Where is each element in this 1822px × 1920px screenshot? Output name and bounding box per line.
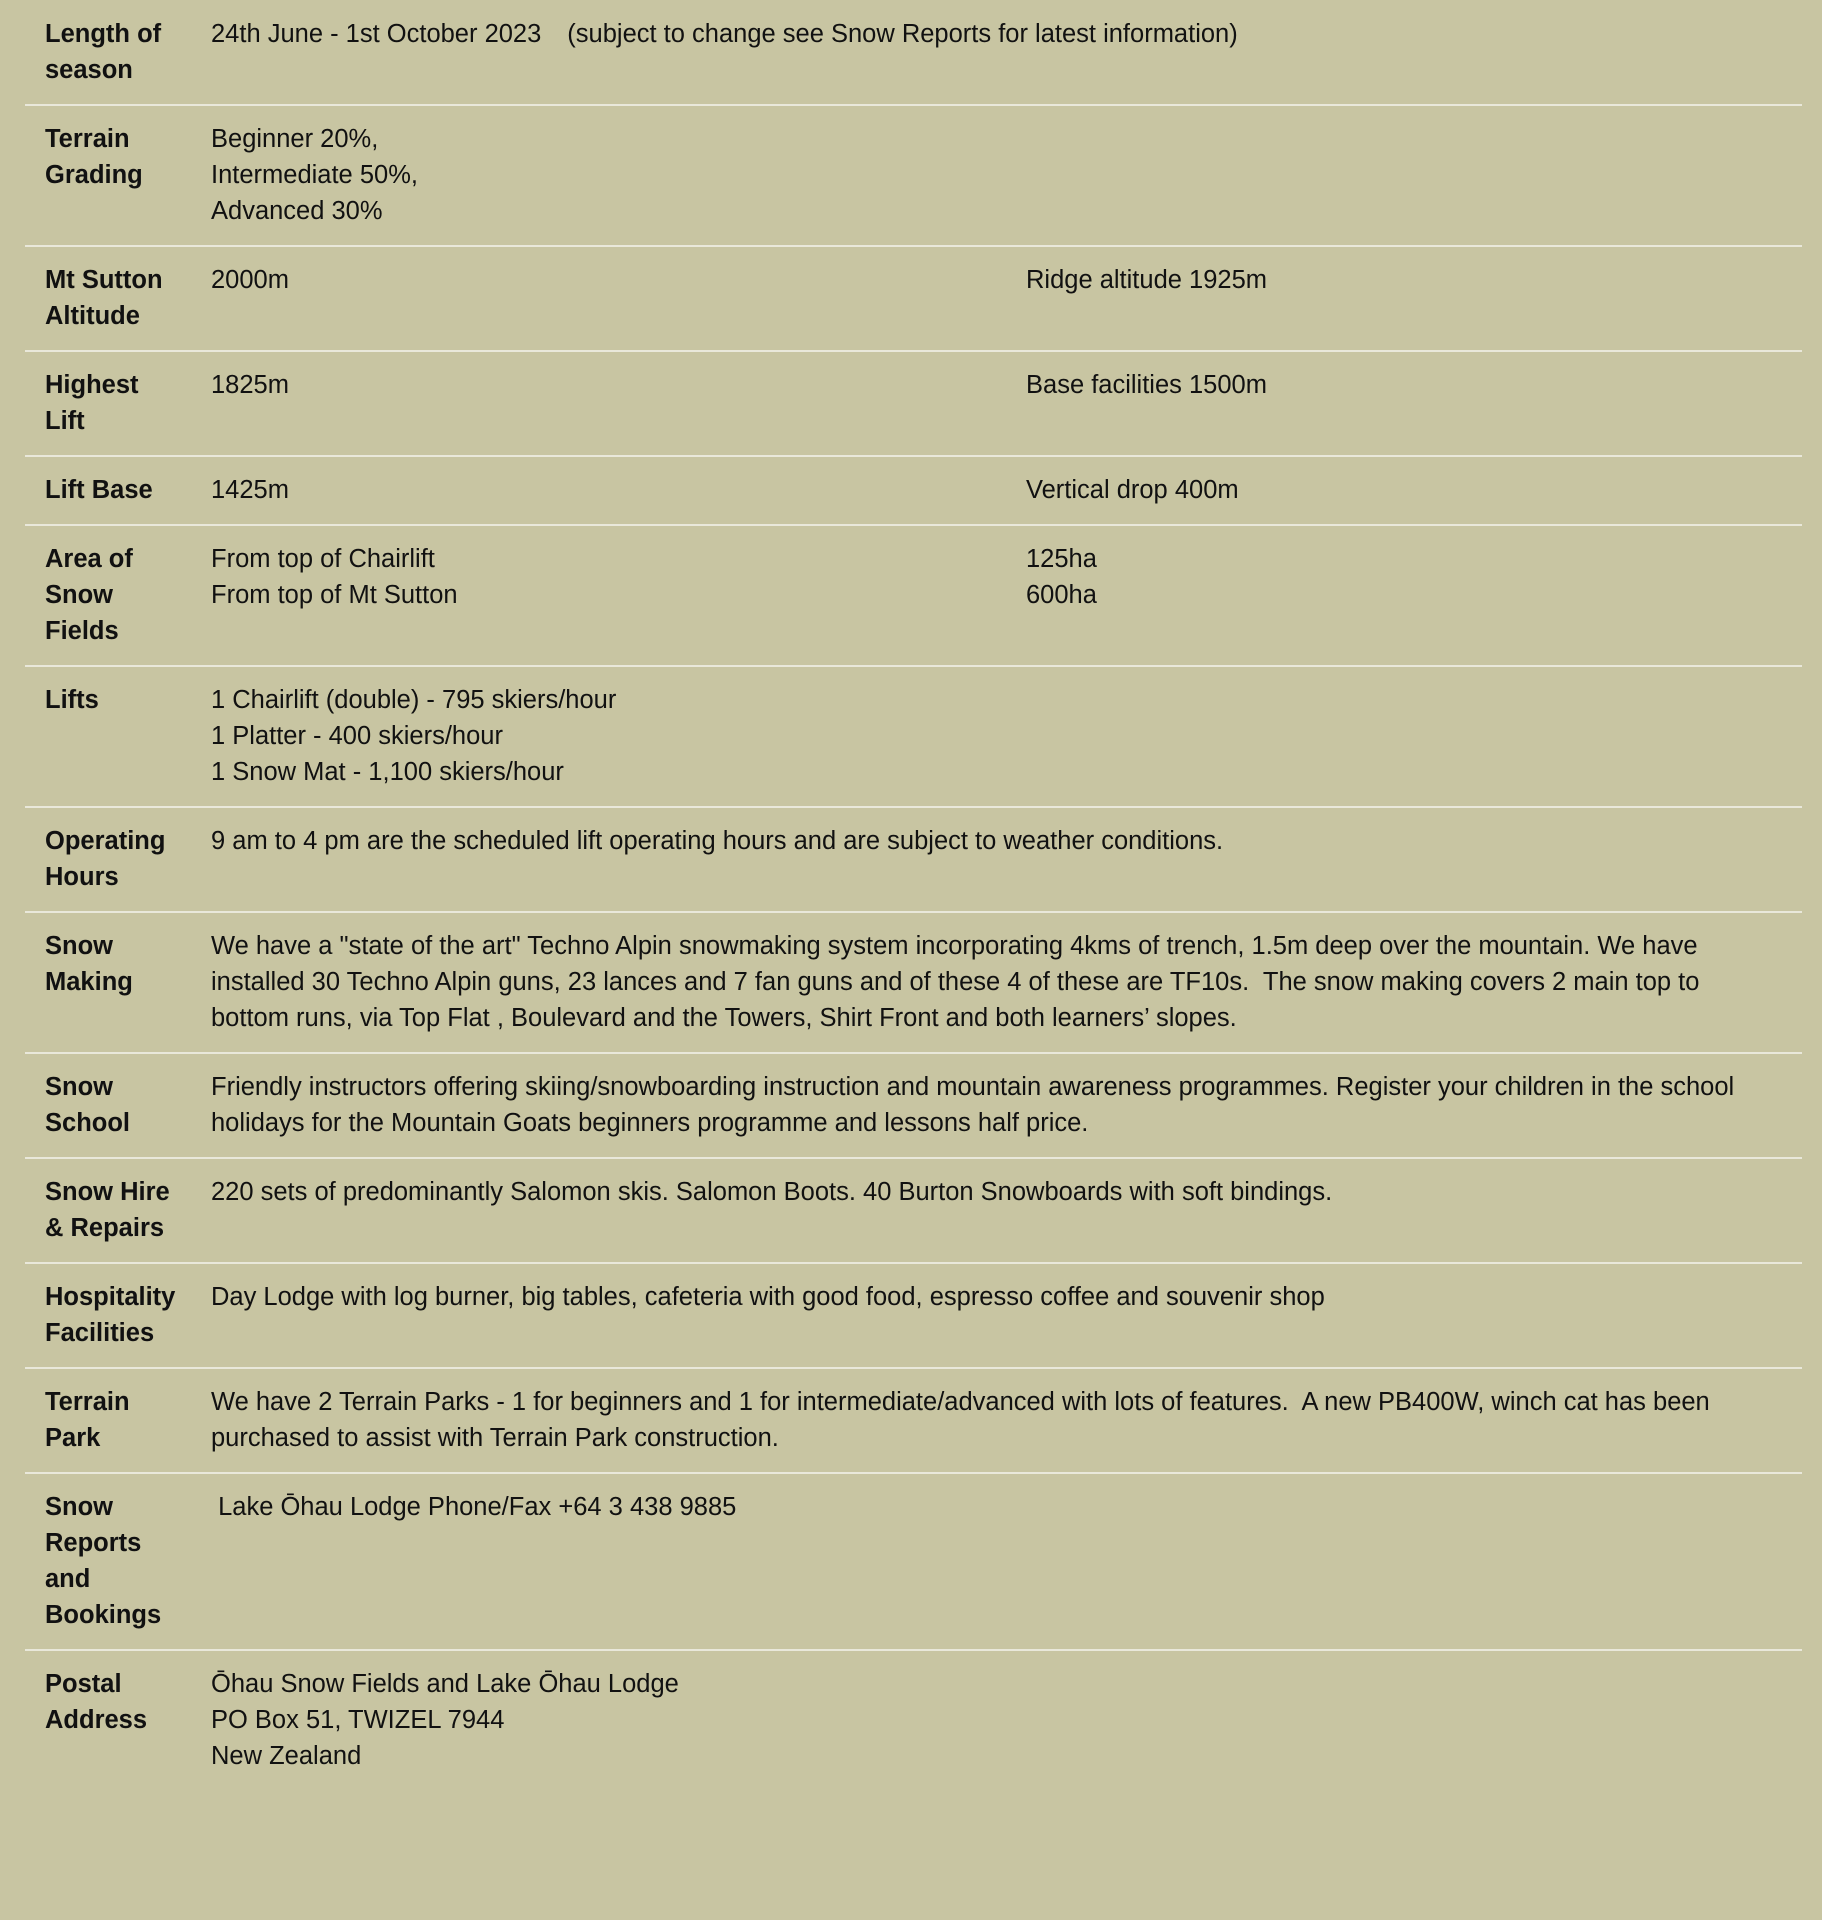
postal-value: [211, 1650, 1802, 1790]
season-value: [211, 0, 1802, 105]
lift-platter: 1 Platter - 400 skiers/hour: [211, 722, 503, 750]
terrain-grading-value: [211, 105, 1802, 246]
lifts-value: [211, 666, 1802, 807]
grading-advanced: Advanced 30%: [211, 197, 383, 225]
snow-making-row: [25, 912, 1802, 1053]
grading-intermediate: Intermediate 50%,: [211, 161, 418, 189]
vertical-drop: Vertical drop 400m: [1026, 476, 1239, 504]
reports-value: Lake Ōhau Lodge Phone/Fax +64 3 438 9885: [211, 1493, 737, 1521]
postal-line-2: PO Box 51, TWIZEL 7944: [211, 1706, 505, 1734]
area-from-chairlift: From top of Chairlift: [211, 545, 435, 573]
snow-making-label: Snow Making: [45, 932, 133, 996]
lift-base-value: 1425m: [211, 476, 289, 504]
area-chairlift-ha: 125ha: [1026, 545, 1097, 573]
hospitality-value: Day Lodge with log burner, big tables, cafeteria with good food, espresso coffee and souvenir shop: [211, 1283, 1325, 1311]
snow-school-label: Snow School: [45, 1073, 131, 1137]
terrain-grading-row: [25, 105, 1802, 246]
terrain-grading-label: Terrain Grading: [45, 125, 143, 189]
snow-school-value: Friendly instructors offering skiing/snowboarding instruction and mountain awareness programmes. Register your children in the school holidays for the Mountain Goats beginners programme and lessons half price.: [211, 1073, 1735, 1137]
hire-value: 220 sets of predominantly Salomon skis. Salomon Boots. 40 Burton Snowboards with soft bindings.: [211, 1178, 1333, 1206]
lifts-row: [25, 666, 1802, 807]
lift-chairlift: 1 Chairlift (double) - 795 skiers/hour: [211, 686, 617, 714]
area-mt-sutton-ha: 600ha: [1026, 581, 1097, 609]
ski-field-info-table: [25, 0, 1802, 1790]
ridge-altitude: Ridge altitude 1925m: [1026, 266, 1267, 294]
snow-school-row: [25, 1053, 1802, 1158]
lifts-label: Lifts: [45, 686, 99, 714]
hospitality-label: Hospitality Facilities: [45, 1283, 176, 1347]
hospitality-row: [25, 1263, 1802, 1368]
reports-row: [25, 1473, 1802, 1650]
altitude-label: Mt Sutton Altitude: [45, 266, 163, 330]
postal-line-1: Ōhau Snow Fields and Lake Ōhau Lodge: [211, 1670, 679, 1698]
area-from-mt-sutton: From top of Mt Sutton: [211, 581, 458, 609]
altitude-value: 2000m: [211, 266, 289, 294]
season-row: [25, 0, 1802, 105]
area-extra: [1026, 525, 1802, 666]
snow-making-value: We have a "state of the art" Techno Alpin snowmaking system incorporating 4kms of trench, 1.5m deep over the mountain. We have installed 30 Techno Alpin guns, 23 lances and 7 fan guns and of these 4 of these are TF10s. The snow making covers 2 main top to bottom runs, via Top Flat , Boulevard and the Towers, Shirt Front and both learners’ slopes.: [211, 932, 1707, 1032]
operating-hours-label: Operating Hours: [45, 827, 166, 891]
postal-row: [25, 1650, 1802, 1790]
reports-label: Snow Reports and Bookings: [45, 1493, 162, 1629]
highest-lift-value: 1825m: [211, 371, 289, 399]
grading-beginner: Beginner 20%,: [211, 125, 379, 153]
season-note: (subject to change see Snow Reports for latest information): [567, 20, 1238, 48]
season-dates: 24th June - 1st October 2023: [211, 20, 542, 48]
postal-line-3: New Zealand: [211, 1742, 362, 1770]
hire-label: Snow Hire & Repairs: [45, 1178, 170, 1242]
season-label: Length of season: [45, 20, 162, 84]
operating-hours-row: [25, 807, 1802, 912]
terrain-park-value: We have 2 Terrain Parks - 1 for beginners and 1 for intermediate/advanced with lots of features. A new PB400W, winch cat has been purchased to assist with Terrain Park construction.: [211, 1388, 1717, 1452]
lift-base-row: [25, 456, 1802, 525]
hire-row: [25, 1158, 1802, 1263]
terrain-park-row: [25, 1368, 1802, 1473]
postal-label: Postal Address: [45, 1670, 148, 1734]
terrain-park-label: Terrain Park: [45, 1388, 130, 1452]
area-value: [211, 525, 1026, 666]
altitude-row: [25, 246, 1802, 351]
highest-lift-label: Highest Lift: [45, 371, 139, 435]
area-row: [25, 525, 1802, 666]
operating-hours-value: 9 am to 4 pm are the scheduled lift operating hours and are subject to weather conditions.: [211, 827, 1224, 855]
lift-snow-mat: 1 Snow Mat - 1,100 skiers/hour: [211, 758, 564, 786]
highest-lift-row: [25, 351, 1802, 456]
area-label: Area of Snow Fields: [45, 545, 133, 645]
lift-base-label: Lift Base: [45, 476, 153, 504]
base-facilities: Base facilities 1500m: [1026, 371, 1267, 399]
